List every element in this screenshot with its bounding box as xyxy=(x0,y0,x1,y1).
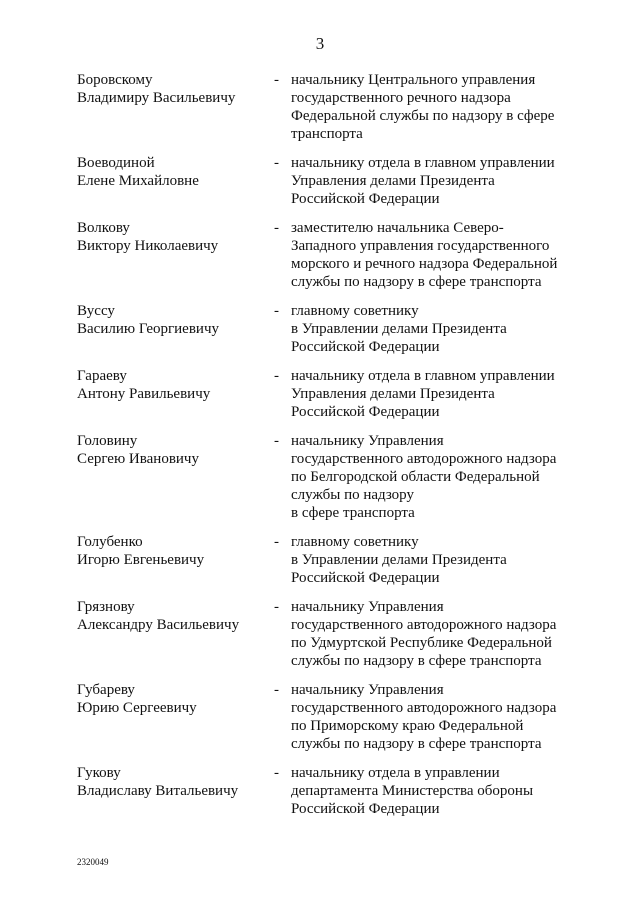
position-title-line: Управления делами Президента xyxy=(291,386,495,402)
person-name xyxy=(77,764,267,800)
entry-separator: - xyxy=(274,303,279,319)
position-title xyxy=(291,302,571,356)
person-name-line: Антону Равильевичу xyxy=(77,386,211,402)
person-name-line: Грязнову xyxy=(77,599,135,615)
position-title-line: начальнику отдела в управлении xyxy=(291,765,500,781)
position-title-line: в сфере транспорта xyxy=(291,505,415,521)
position-title-line: начальнику отдела в главном управлении xyxy=(291,368,555,384)
entry-separator: - xyxy=(274,682,279,698)
position-title xyxy=(291,681,571,753)
position-title-line: по Удмуртской Республике Федеральной xyxy=(291,635,552,651)
person-name-line: Виктору Николаевичу xyxy=(77,238,219,254)
position-title-line: службы по надзору в сфере транспорта xyxy=(291,736,542,752)
person-name-line: Вуссу xyxy=(77,303,115,319)
person-name xyxy=(77,598,267,634)
position-title-line: главному советнику xyxy=(291,303,419,319)
position-title-line: главному советнику xyxy=(291,534,419,550)
position-title xyxy=(291,154,571,208)
person-name xyxy=(77,219,267,255)
position-title-line: Российской Федерации xyxy=(291,570,440,586)
position-title xyxy=(291,533,571,587)
position-title-line: морского и речного надзора Федеральной xyxy=(291,256,558,272)
person-name-line: Александру Васильевичу xyxy=(77,617,240,633)
position-title-line: Федеральной службы по надзору в сфере xyxy=(291,108,555,124)
position-title xyxy=(291,432,571,522)
position-title-line: Российской Федерации xyxy=(291,801,440,817)
position-title-line: по Приморскому краю Федеральной xyxy=(291,718,524,734)
page-number: 3 xyxy=(315,34,325,53)
position-title-line: Западного управления государственного xyxy=(291,238,550,254)
position-title-line: по Белгородской области Федеральной xyxy=(291,469,540,485)
position-title-line: в Управлении делами Президента xyxy=(291,552,507,568)
person-name-line: Боровскому xyxy=(77,72,153,88)
position-title xyxy=(291,219,571,291)
position-title-line: департамента Министерства обороны xyxy=(291,783,534,799)
position-title xyxy=(291,71,571,143)
position-title-line: заместителю начальника Северо- xyxy=(291,220,504,236)
person-name-line: Губареву xyxy=(77,682,135,698)
position-title xyxy=(291,598,571,670)
person-name-line: Владимиру Васильевичу xyxy=(77,90,236,106)
entry-separator: - xyxy=(274,765,279,781)
position-title xyxy=(291,764,571,818)
person-name-line: Владиславу Витальевичу xyxy=(77,783,239,799)
entry-separator: - xyxy=(274,368,279,384)
person-name xyxy=(77,367,267,403)
person-name-line: Гукову xyxy=(77,765,121,781)
person-name-line: Воеводиной xyxy=(77,155,155,171)
position-title-line: государственного автодорожного надзора xyxy=(291,451,557,467)
entry-separator: - xyxy=(274,220,279,236)
position-title-line: начальнику Управления xyxy=(291,682,444,698)
entry-separator: - xyxy=(274,155,279,171)
position-title-line: Российской Федерации xyxy=(291,404,440,420)
position-title-line: службы по надзору xyxy=(291,487,414,503)
position-title-line: государственного автодорожного надзора xyxy=(291,700,557,716)
person-name-line: Василию Георгиевичу xyxy=(77,321,219,337)
person-name-line: Юрию Сергеевичу xyxy=(77,700,197,716)
person-name xyxy=(77,533,267,569)
position-title-line: Российской Федерации xyxy=(291,339,440,355)
person-name-line: Игорю Евгеньевичу xyxy=(77,552,205,568)
position-title-line: транспорта xyxy=(291,126,363,142)
person-name-line: Гараеву xyxy=(77,368,127,384)
entry-separator: - xyxy=(274,599,279,615)
person-name xyxy=(77,71,267,107)
entry-separator: - xyxy=(274,433,279,449)
position-title-line: начальнику Центрального управления xyxy=(291,72,536,88)
person-name xyxy=(77,432,267,468)
position-title-line: начальнику Управления xyxy=(291,599,444,615)
document-code: 2320049 xyxy=(77,857,109,867)
entry-separator: - xyxy=(274,534,279,550)
person-name xyxy=(77,302,267,338)
person-name-line: Елене Михайловне xyxy=(77,173,199,189)
person-name-line: Голубенко xyxy=(77,534,143,550)
position-title-line: в Управлении делами Президента xyxy=(291,321,507,337)
position-title-line: Управления делами Президента xyxy=(291,173,495,189)
position-title-line: государственного автодорожного надзора xyxy=(291,617,557,633)
position-title-line: службы по надзору в сфере транспорта xyxy=(291,653,542,669)
person-name xyxy=(77,154,267,190)
person-name-line: Сергею Ивановичу xyxy=(77,451,199,467)
position-title xyxy=(291,367,571,421)
person-name xyxy=(77,681,267,717)
person-name-line: Головину xyxy=(77,433,138,449)
position-title-line: службы по надзору в сфере транспорта xyxy=(291,274,542,290)
position-title-line: Российской Федерации xyxy=(291,191,440,207)
person-name-line: Волкову xyxy=(77,220,130,236)
position-title-line: начальнику Управления xyxy=(291,433,444,449)
position-title-line: государственного речного надзора xyxy=(291,90,511,106)
position-title-line: начальнику отдела в главном управлении xyxy=(291,155,555,171)
entry-separator: - xyxy=(274,72,279,88)
